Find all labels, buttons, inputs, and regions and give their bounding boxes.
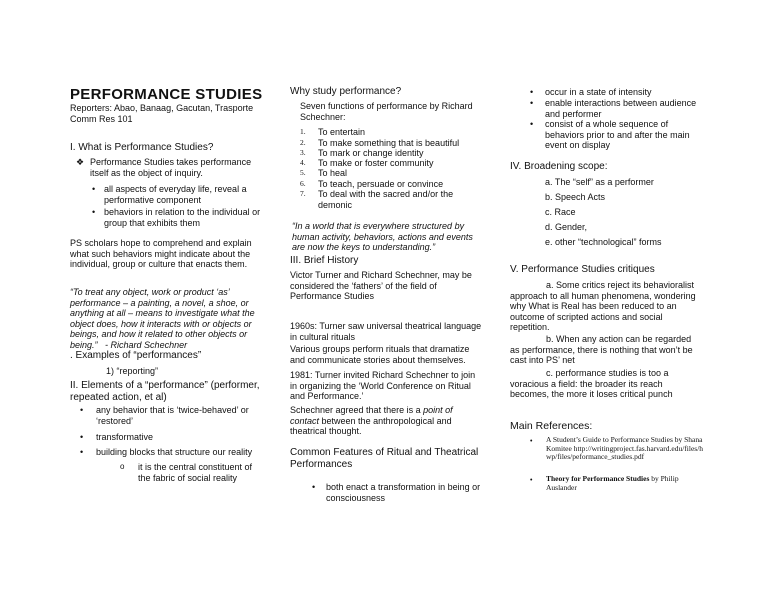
section2-bullet-3: building blocks that structure our reality [96,447,253,457]
history-schechner: Schechner agreed that there is a point of contact between the anthropological and theatrical thought. [290,405,453,436]
section1-heading: I. What is Performance Studies? [70,142,214,153]
section2-heading: II. Elements of a “performance” (performer, repeated action, et al) [70,380,260,403]
bullet-icon: • [80,447,84,457]
section2-bullet-1: any behavior that is ‘twice-behaved’ or ‘restored’ [96,405,249,426]
history-1981: 1981: Turner invited Richard Schechner to join in organizing the ‘World Conference on Ritual and Performance.’ [290,370,476,401]
schechner-quote: “To treat any object, work or product ‘as’ performance – a painting, a novel, a shoe, or anything at all – means to investigate what the object does, how it interacts with or objects or beings, and how it related to other objects or being.” - Richard Schechner [70,287,255,350]
critique-a: a. Some critics reject its behavioralist approach to all human phenomena, wondering why What is Real has been reduced to an outcome of scripted actions and social repetition. [510,280,696,332]
section5-heading: V. Performance Studies critiques [510,264,655,275]
function-item: To teach, persuade or convince [318,179,444,189]
list-number: 3. [300,148,306,157]
examples-heading: . Examples of “performances” [70,350,202,361]
function-item: To make or foster community [318,158,434,168]
bullet-icon: • [80,405,84,415]
seven-functions-intro: Seven functions of performance by Richard Schechner: [300,101,473,122]
function-item: To heal [318,168,348,178]
section1-bullet-1: all aspects of everyday life, reveal a performative component [104,184,247,205]
scope-item: e. other “technological” forms [545,237,662,247]
feature-bullet-1: occur in a state of intensity [545,87,652,97]
bullet-icon: • [92,207,96,217]
section2-bullet-2: transformative [96,432,154,442]
list-number: 5. [300,168,306,177]
scope-item: d. Gender, [545,222,588,232]
examples-item: 1) “reporting” [106,366,159,376]
feature-bullet-3: consist of a whole sequence of behaviors prior to and after the main event on display [545,119,690,150]
function-item: To make something that is beautiful [318,138,460,148]
bullet-icon: • [312,482,316,492]
feature-bullet-2: enable interactions between audience and performer [545,98,697,119]
common-features-bullet: both enact a transformation in being or consciousness [326,482,481,503]
list-number: 6. [300,179,306,188]
diamond-bullet-icon: ❖ [76,157,85,167]
references-heading: Main References: [510,420,593,432]
bullet-icon: • [80,432,84,442]
list-number: 4. [300,158,306,167]
history-fathers: Victor Turner and Richard Schechner, may be considered the ‘fathers’ of the field of Performance Studies [290,270,472,301]
page-title: PERFORMANCE STUDIES [70,86,263,103]
function-item: To entertain [318,127,366,137]
bullet-icon: • [530,477,533,484]
section1-bullet-2: behaviors in relation to the individual or group that exhibits them [104,207,261,228]
history-rituals: Various groups perform rituals that dramatize and communicate stories about themselves. [290,344,470,365]
critique-c: c. performance studies is too a voracious a field: the broader its reach becomes, the more it loses critical punch [510,368,673,399]
bullet-icon: • [530,87,534,97]
circle-bullet-icon: o [120,462,125,471]
reference-2: Theory for Performance Studies by Philip Auslander [546,474,679,492]
list-number: 1. [300,127,306,136]
function-item: To mark or change identity [318,148,424,158]
section2-sub-bullet: it is the central constituent of the fabric of social reality [138,462,253,483]
bullet-icon: • [92,184,96,194]
critique-b: b. When any action can be regarded as performance, there is nothing that won’t be cast into PS’ net [510,334,693,365]
list-number: 7. [300,189,306,198]
section1-point: Performance Studies takes performance itself as the object of inquiry. [90,157,252,178]
history-1960s: 1960s: Turner saw universal theatrical language in cultural rituals [290,321,482,342]
common-features-heading: Common Features of Ritual and Theatrical Performances [290,447,479,470]
course: Comm Res 101 [70,114,133,124]
world-quote: “In a world that is everywhere structured by human activity, behaviors, actions and events are now the keys to understanding.” [292,221,473,252]
bullet-icon: • [530,438,533,445]
bullet-icon: • [530,119,534,129]
history-heading: III. Brief History [290,255,359,266]
function-item: To deal with the sacred and/or the demonic [318,189,454,210]
scope-item: c. Race [545,207,576,217]
scope-item: a. The “self” as a performer [545,177,654,187]
list-number: 2. [300,138,306,147]
why-heading: Why study performance? [290,86,402,97]
scope-item: b. Speech Acts [545,192,606,202]
bullet-icon: • [530,98,534,108]
ps-scholars-text: PS scholars hope to comprehend and explain what such behaviors might indicate about the individual, group or culture that enacts them. [70,238,252,269]
reference-1: A Student’s Guide to Performance Studies by Shana Komitee http://writingproject.fas.harvard.edu/files/hwp/files/peformance_studies.pdf [546,435,704,462]
section4-heading: IV. Broadening scope: [510,161,608,172]
reporters: Reporters: Abao, Banaag, Gacutan, Trasporte [70,103,254,113]
